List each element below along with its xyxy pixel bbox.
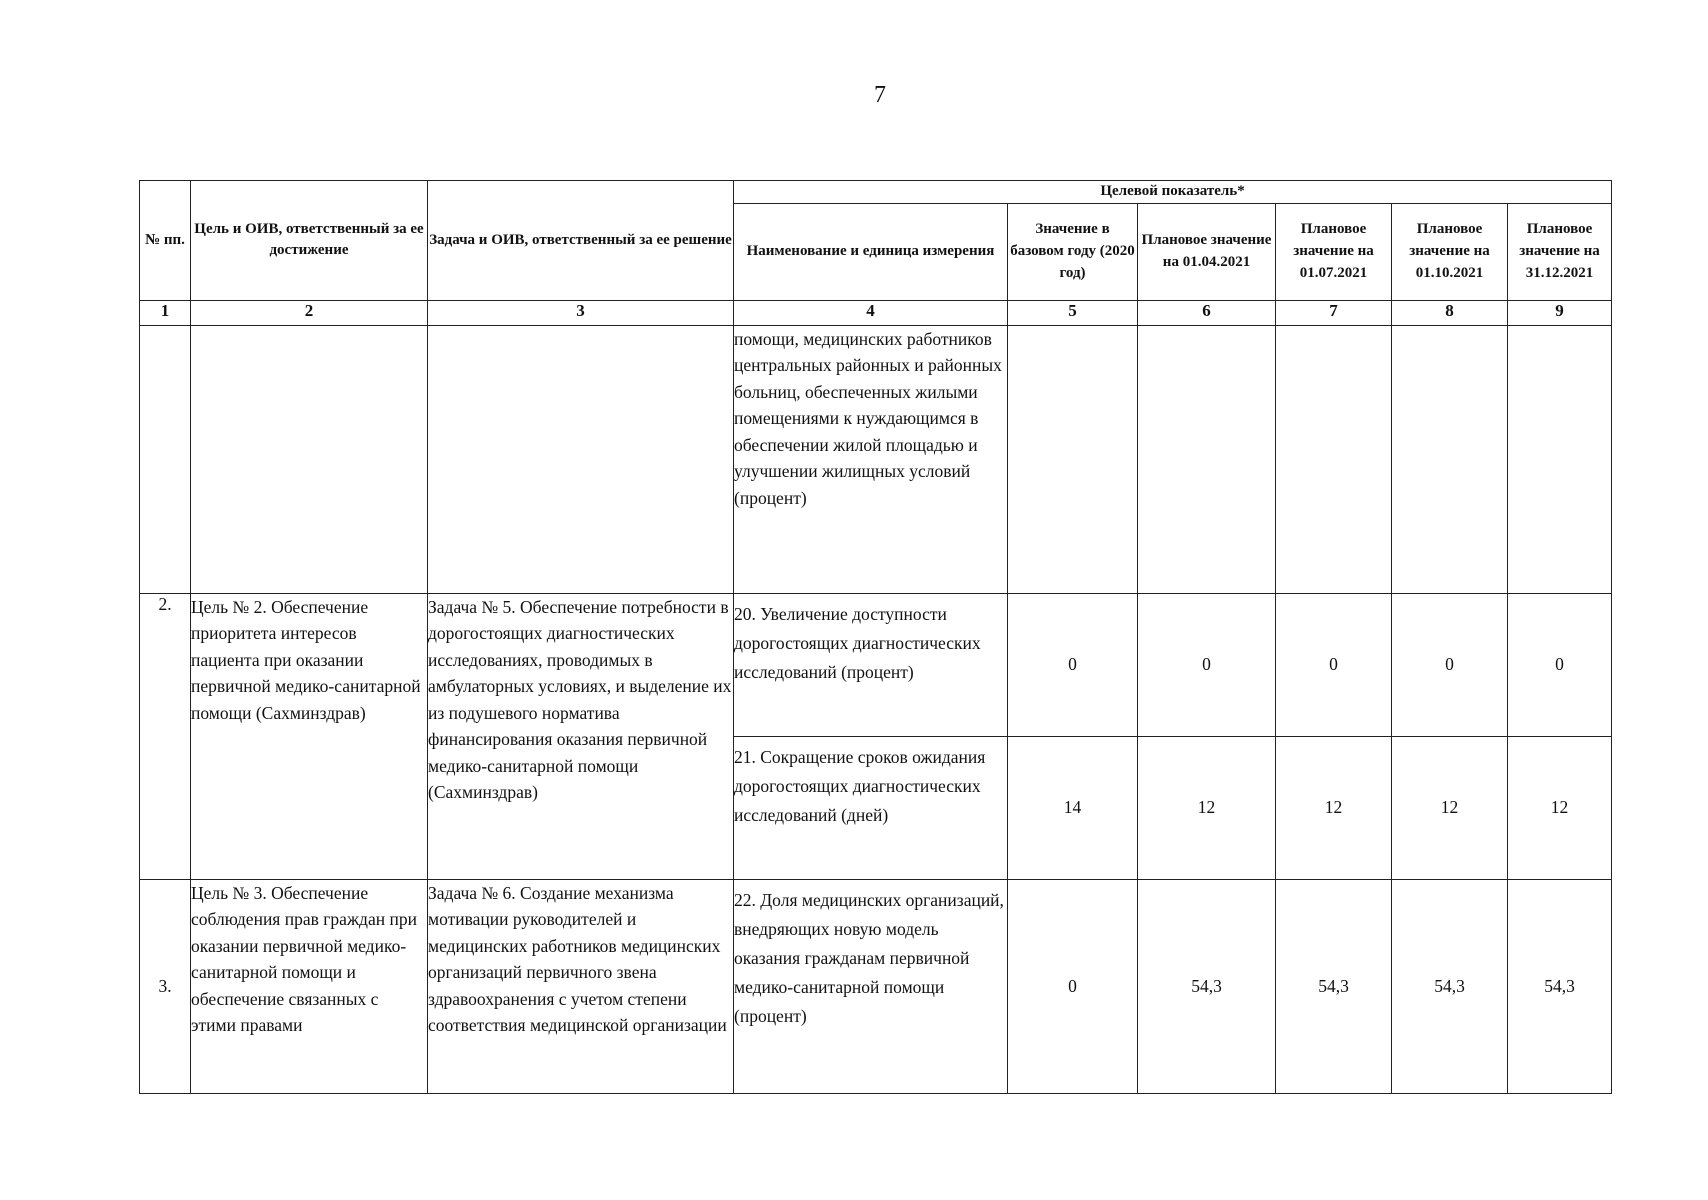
header-num: № пп. <box>140 181 191 301</box>
table-row <box>140 879 1612 1093</box>
plan-value <box>1138 325 1276 593</box>
plan-value <box>1276 325 1392 593</box>
column-number: 1 <box>140 300 191 325</box>
plan-value <box>1392 325 1508 593</box>
task-cell: Задача № 6. Создание механизма мотивации руководителей и медицинских работников медицинских организаций первичного звена здравоохранения с учетом степени соответствия медицинской организации <box>428 879 734 1093</box>
column-number: 3 <box>428 300 734 325</box>
column-number: 9 <box>1508 300 1612 325</box>
column-number-row <box>140 300 1612 325</box>
header-plan-q4: Плановое значение на 31.12.2021 <box>1508 203 1612 300</box>
indicator-cell: 22. Доля медицинских организаций, внедряющих новую модель оказания гражданам первичной медико-санитарной помощи (процент) <box>734 879 1008 1093</box>
plan-value: 54,3 <box>1276 879 1392 1093</box>
header-target-group: Целевой показатель* <box>734 181 1612 204</box>
page-number: 7 <box>874 82 886 108</box>
base-value: 0 <box>1008 593 1138 736</box>
plan-value: 0 <box>1392 593 1508 736</box>
plan-value: 12 <box>1276 736 1392 879</box>
row-number <box>140 325 191 593</box>
column-number: 2 <box>191 300 428 325</box>
indicator-cell: 21. Сокращение сроков ожидания дорогостоящих диагностических исследований (дней) <box>734 736 1008 879</box>
task-cell <box>428 325 734 593</box>
plan-value: 0 <box>1138 593 1276 736</box>
header-base-value: Значение в базовом году (2020 год) <box>1008 203 1138 300</box>
plan-value <box>1508 325 1612 593</box>
task-cell: Задача № 5. Обеспечение потребности в дорогостоящих диагностических исследованиях, проводимых в амбулаторных условиях, и выделение их из подушевого норматива финансирования оказания первичной медико-санитарной помощи (Сахминздрав) <box>428 593 734 879</box>
plan-value: 54,3 <box>1508 879 1612 1093</box>
goal-cell: Цель № 2. Обеспечение приоритета интересов пациента при оказании первичной медико-санитарной помощи (Сахминздрав) <box>191 593 428 879</box>
indicator-cell: 20. Увеличение доступности дорогостоящих диагностических исследований (процент) <box>734 593 1008 736</box>
column-number: 8 <box>1392 300 1508 325</box>
plan-value: 12 <box>1392 736 1508 879</box>
target-indicators-table <box>139 180 1612 1094</box>
plan-value: 54,3 <box>1392 879 1508 1093</box>
plan-value: 12 <box>1138 736 1276 879</box>
column-number: 4 <box>734 300 1008 325</box>
header-plan-q2: Плановое значение на 01.07.2021 <box>1276 203 1392 300</box>
header-goal: Цель и ОИВ, ответственный за ее достижение <box>191 181 428 301</box>
base-value: 0 <box>1008 879 1138 1093</box>
header-plan-q3: Плановое значение на 01.10.2021 <box>1392 203 1508 300</box>
column-number: 6 <box>1138 300 1276 325</box>
base-value <box>1008 325 1138 593</box>
table-row <box>140 593 1612 736</box>
plan-value: 0 <box>1508 593 1612 736</box>
plan-value: 12 <box>1508 736 1612 879</box>
header-task: Задача и ОИВ, ответственный за ее решение <box>428 181 734 301</box>
column-number: 5 <box>1008 300 1138 325</box>
table-row <box>140 325 1612 593</box>
plan-value: 54,3 <box>1138 879 1276 1093</box>
header-indicator: Наименование и единица измерения <box>734 203 1008 300</box>
column-number: 7 <box>1276 300 1392 325</box>
plan-value: 0 <box>1276 593 1392 736</box>
indicator-cell: помощи, медицинских работников центральных районных и районных больниц, обеспеченных жилыми помещениями к нуждающимся в обеспечении жилой площадью и улучшении жилищных условий (процент) <box>734 325 1008 593</box>
goal-cell <box>191 325 428 593</box>
goal-cell: Цель № 3. Обеспечение соблюдения прав граждан при оказании первичной медико-санитарной помощи и обеспечение связанных с этими правами <box>191 879 428 1093</box>
row-number: 2. <box>140 593 191 879</box>
row-number: 3. <box>140 879 191 1093</box>
base-value: 14 <box>1008 736 1138 879</box>
header-plan-q1: Плановое значение на 01.04.2021 <box>1138 203 1276 300</box>
